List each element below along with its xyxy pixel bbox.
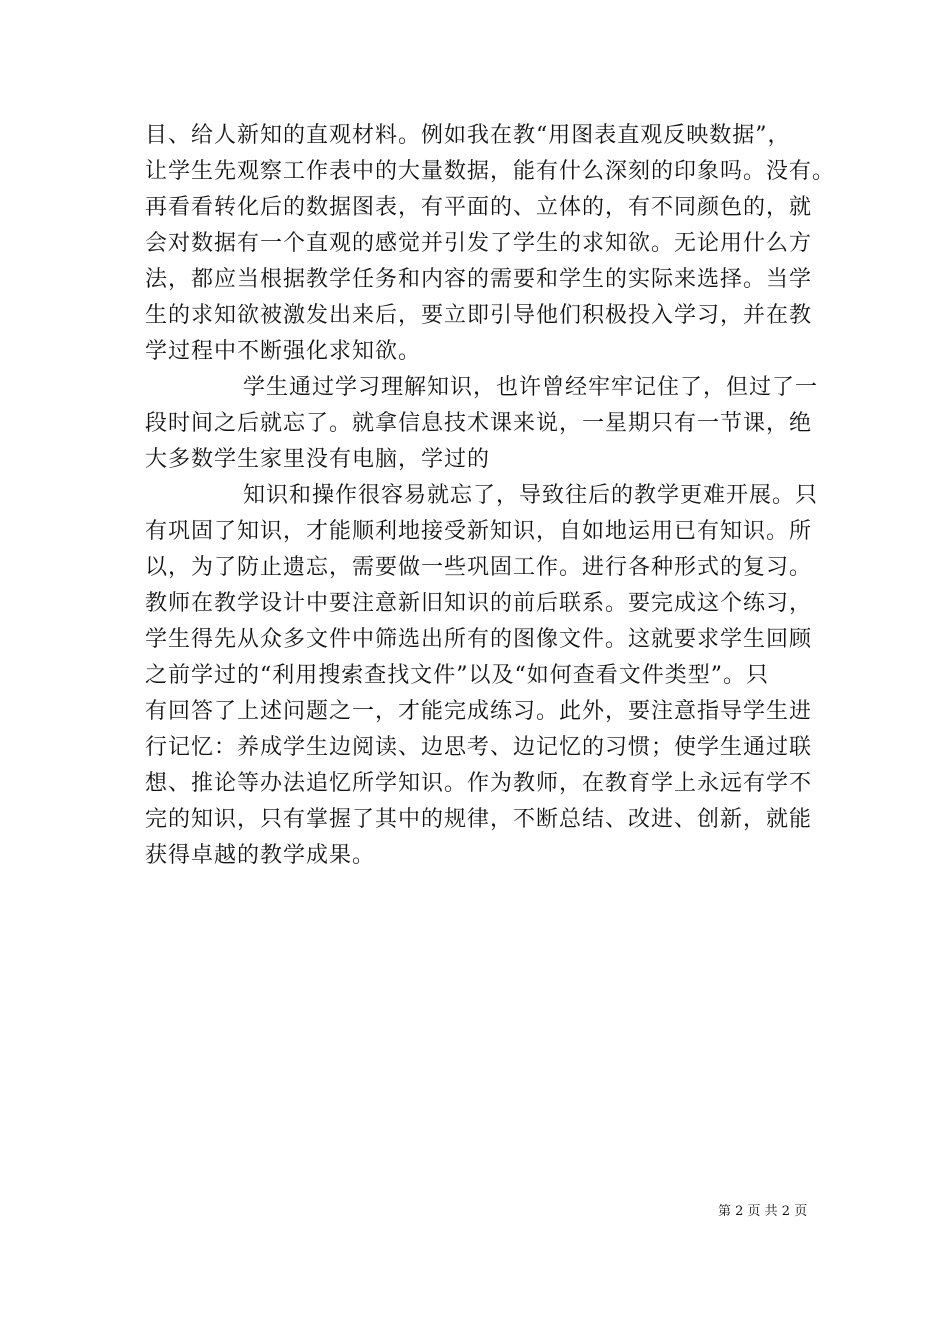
text-line: 让学生先观察工作表中的大量数据，能有什么深刻的印象吗。没有。: [145, 159, 836, 184]
text-line: 段时间之后就忘了。就拿信息技术课来说，一星期只有一节课，绝: [145, 411, 813, 436]
text-line: 行记忆：养成学生边阅读、边思考、边记忆的习惯；使学生通过联: [145, 735, 813, 760]
text-line: 想、推论等办法追忆所学知识。作为教师，在教育学上永远有学不: [145, 771, 813, 796]
text-line: 获得卓越的教学成果。: [145, 843, 376, 868]
text-line: 完的知识，只有掌握了其中的规律，不断总结、改进、创新，就能: [145, 807, 813, 832]
text-line: 以，为了防止遗忘，需要做一些巩固工作。进行各种形式的复习。: [145, 555, 813, 580]
text-line: 大多数学生家里没有电脑，学过的: [145, 447, 491, 472]
page-number-footer: 第 2 页 共 2 页: [718, 1204, 808, 1219]
text-line: 生的求知欲被激发出来后，要立即引导他们积极投入学习，并在教: [145, 303, 813, 328]
text-line: 目、给人新知的直观材料。例如我在教“用图表直观反映数据”，: [145, 123, 791, 148]
text-line: 会对数据有一个直观的感觉并引发了学生的求知欲。无论用什么方: [145, 231, 813, 256]
paragraph-start-line: 学生通过学习理解知识，也许曾经牢牢记住了，但过了一: [243, 375, 819, 400]
text-line: 法，都应当根据教学任务和内容的需要和学生的实际来选择。当学: [145, 267, 813, 292]
text-line: 教师在教学设计中要注意新旧知识的前后联系。要完成这个练习，: [145, 591, 813, 616]
text-line: 有巩固了知识，才能顺利地接受新知识，自如地运用已有知识。所: [145, 519, 813, 544]
text-line: 再看看转化后的数据图表，有平面的、立体的，有不同颜色的，就: [145, 195, 813, 220]
paragraph-start-line: 知识和操作很容易就忘了，导致往后的教学更难开展。只: [243, 483, 819, 508]
text-line: 之前学过的“利用搜索查找文件”以及“如何查看文件类型”。只: [145, 663, 769, 688]
document-body: [145, 118, 836, 874]
text-line: 有回答了上述问题之一，才能完成练习。此外，要注意指导学生进: [145, 699, 813, 724]
text-line: 学过程中不断强化求知欲。: [145, 339, 422, 364]
text-line: 学生得先从众多文件中筛选出所有的图像文件。这就要求学生回顾: [145, 627, 813, 652]
